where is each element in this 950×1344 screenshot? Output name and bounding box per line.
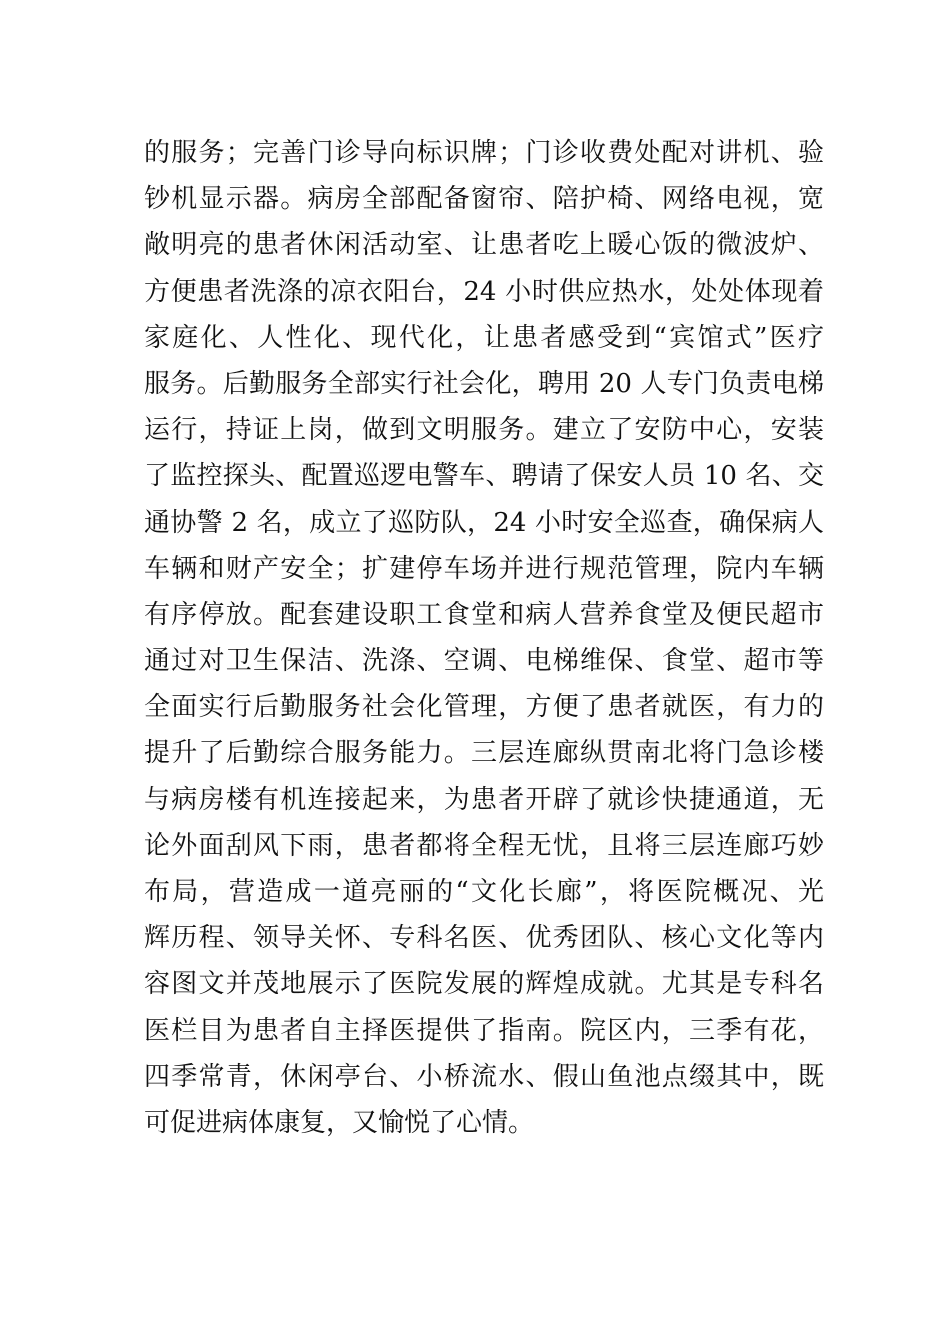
text-line: 通过对卫生保洁、洗涤、空调、电梯维保、食堂、超市等 (144, 646, 824, 677)
text-line: 敞明亮的患者休闲活动室、让患者吃上暖心饭的微波炉、 (144, 230, 824, 261)
text-line: 辉历程、领导关怀、专科名医、优秀团队、核心文化等内 (144, 923, 824, 954)
text-line: 钞机显示器。病房全部配备窗帘、陪护椅、网络电视，宽 (144, 184, 824, 215)
text-line: 了监控探头、配置巡逻电警车、聘请了保安人员 10 名、交 (144, 461, 824, 492)
text-line: 服务。后勤服务全部实行社会化，聘用 20 人专门负责电梯 (144, 368, 824, 399)
text-line: 运行，持证上岗，做到文明服务。建立了安防中心，安装 (144, 415, 824, 446)
text-line: 通协警 2 名，成立了巡防队，24 小时安全巡查，确保病人 (144, 507, 824, 538)
text-line: 论外面刮风下雨，患者都将全程无忧，且将三层连廊巧妙 (144, 830, 824, 861)
text-line: 方便患者洗涤的凉衣阳台，24 小时供应热水，处处体现着 (144, 276, 824, 307)
text-line: 四季常青，休闲亭台、小桥流水、假山鱼池点缀其中，既 (144, 1061, 824, 1092)
text-line: 家庭化、人性化、现代化，让患者感受到“宾馆式”医疗 (144, 322, 824, 353)
text-line: 可促进病体康复，又愉悦了心情。 (144, 1107, 535, 1138)
text-line: 全面实行后勤服务社会化管理，方便了患者就医，有力的 (144, 692, 824, 723)
text-line: 提升了后勤综合服务能力。三层连廊纵贯南北将门急诊楼 (144, 738, 824, 769)
text-line: 与病房楼有机连接起来，为患者开辟了就诊快捷通道，无 (144, 784, 824, 815)
text-line: 医栏目为患者自主择医提供了指南。院区内，三季有花， (144, 1015, 824, 1046)
text-line: 有序停放。配套建设职工食堂和病人营养食堂及便民超市 (144, 599, 824, 630)
text-line: 布局，营造成一道亮丽的“文化长廊”，将医院概况、光 (144, 877, 824, 907)
text-line: 容图文并茂地展示了医院发展的辉煌成就。尤其是专科名 (144, 969, 824, 1000)
text-line: 的服务；完善门诊导向标识牌；门诊收费处配对讲机、验 (144, 138, 824, 168)
body-paragraph (144, 130, 824, 1146)
text-line: 车辆和财产安全；扩建停车场并进行规范管理，院内车辆 (144, 553, 824, 584)
